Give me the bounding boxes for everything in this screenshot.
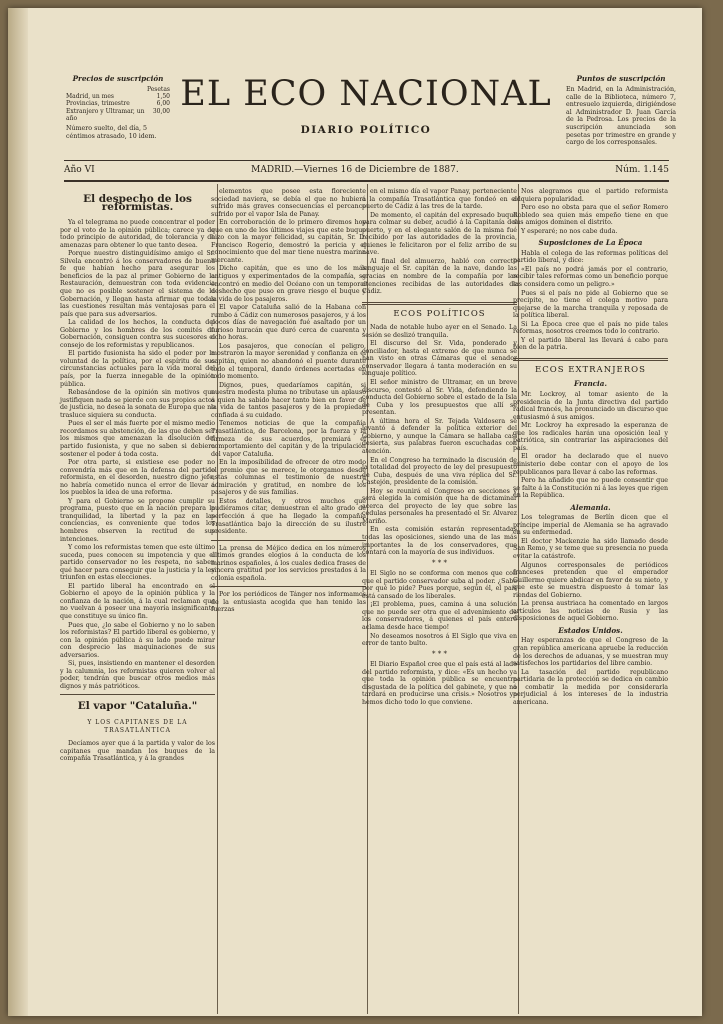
paragraph: El Diario Español cree que el país está al lado del partido reformista, y dice: «Es un hecho ya que toda la opinión pública se encuentra disgustada de la política del gabinete, y que no tardará en producirse una crisis.» Nosotros ya hemos dicho todo lo que conviene. [362,661,517,706]
separator-stars: * * * [432,558,447,567]
paragraph: Y el partido liberal las llevará á cabo para bien de la patria. [513,336,668,352]
year-label: Año VI [64,165,95,175]
paragraph: Y para el Gobierno se propone cumplir su programa, puesto que en la nación prepara la tranquilidad, la libertad y la paz en las conciencias, es conveniente que todos los hombres observen la rectitud de sus intenciones. [60,497,215,543]
paragraph: Habla el colega de las reformas políticas del partido liberal, y dice: [513,249,668,265]
divider [513,358,668,361]
paragraph: La calidad de los hechos, la conducta del Gobierno y los hombres de los comités de Gobernación, consiguen contra sus sucesores el consejo de los reformistas y republicanos. [60,319,215,349]
paragraph: Hoy se reunirá el Congreso en secciones y será elegida la comisión que ha de dictaminar acerca del proyecto de ley que sobre las cédulas personales ha presentado el Sr. Alvarez Mariño. [362,487,517,525]
paragraph: Los telegramas de Berlín dicen que el príncipe imperial de Alemania se ha agravado en su enfermedad. [513,514,668,537]
column-1 [60,188,215,764]
paragraph: El vapor Cataluña salió de la Habana con rumbo á Cádiz con numerosos pasajeros, y á los pocos días de navegación fué asaltado por un furioso huracán que duró cerca de cuarenta y ocho horas. [211,304,366,342]
divider [211,586,366,587]
top-rule [64,160,669,161]
paragraph: Si La Época cree que el país no pide tales reformas, nosotros creemos todo lo contrario. [513,320,668,336]
paragraph: Los pasajeros, que conocían el peligro, mostraron la mayor serenidad y confianza en el capitán, quien no abandonó el puente durante todo el temporal, dando órdenes acertadas en todo momento. [211,342,366,381]
issue-number: Núm. 1.145 [615,165,669,175]
paragraph: Si, pues, insistiendo en mantener el desorden y la calumnia, los reformistas quieren volver al poder, tendrán que buscar otros medios más dignos y más patrióticos. [60,660,215,690]
paragraph: En la imposibilidad de ofrecer de otro modo el premio que se merece, le otorgamos desde estas columnas el testimonio de nuestra admiración y gratitud, en nombre de los pasajeros y de sus familias. [211,459,366,497]
divider [60,694,215,695]
prices-col-label: Pesetas [146,86,170,93]
masthead [176,74,556,136]
subs-title: Puntos de suscripción [576,74,666,83]
newspaper-subtitle: DIARIO POLÍTICO [300,124,432,136]
country-heading: Francia. [574,379,607,389]
paragraph: Dignos, pues, quedaríamos capitán, si nuestra modesta pluma no tributase un aplauso á quien ha sabido hacer tanto bien en favor de la vida de tantos pasajeros y de la propiedad confiada á su cuidado. [211,381,366,419]
paragraph: En el Congreso ha terminado la discusión de la totalidad del proyecto de ley del presupuesto de Cuba, después de una viva réplica del Sr. Castejón, presidente de la comisión. [362,456,517,487]
paragraph: No deseamos nosotros á El Siglo que viva en error de tanto bulto. [362,632,517,648]
paragraph: En esta comisión estarán representadas todas las oposiciones, siendo una de las más importantes la de los conservadores, que contará con la mayoría de sus individuos. [362,526,517,557]
paragraph: El partido fusionista ha sido el poder por la voluntad de la política, por el espíritu de sus circunstancias actuales para la vida moral del país, por la fuerza innegable de la opinión pública. [60,350,215,388]
paragraph: El Siglo no se conforma con menos que con que el partido conservador suba al poder. ¿Sabe por qué lo pide? Pues porque, según él, el país está cansado de los liberales. [362,570,517,600]
price-row: Madrid, un mes 1,50 [66,93,170,101]
paragraph: Pero eso no obsta para que el señor Romero Robledo sea quien más empeño tiene en que sus amigos dominen el distrito. [513,204,668,227]
paragraph: Hay esperanzas de que el Congreso de la gran república americana apruebe la reducción de los derechos de aduanas, y se muestran muy satisfechos los partidarios del libre cambio. [513,637,668,668]
separator-stars: * * * [432,649,447,658]
paragraph: en el mismo día el vapor Panay, perteneciente á la compañía Trasatlántica que fondeó en el puerto de Cádiz á las tres de la tarde. [362,188,517,211]
italic-subheading: Suposiciones de La Época [538,238,643,248]
paragraph: Mr. Lockroy, al tomar asiento de la presidencia de la Junta directiva del partido radical francés, ha pronunciado un discurso que entusiasmó á sus amigos. [513,391,668,421]
paragraph: La prensa de Méjico dedica en los números últimos grandes elogios á la conducta de los marinos españoles, á los cuales dedica frases de sincera gratitud por los servicios prestados á la colonia española. [211,544,366,582]
dateline [64,162,669,178]
newspaper-title: EL ECO NACIONAL [180,74,552,114]
paragraph: Pero ha añadido que no puede consentir que se falte á la Constitución ni á las leyes que rigen en la República. [513,477,668,500]
article-heading: El despecho de los reformistas. [83,193,192,213]
section-heading: ECOS EXTRANJEROS [535,364,646,375]
country-heading: Alemania. [570,502,611,512]
paragraph: Tenemos noticias de que la compañía Trasatlántica, de Barcelona, por la fuerza y la firmeza de sus acuerdos, premiará el comportamiento del capitán y de la tripulación del vapor Cataluña. [211,420,366,458]
subscription-points [566,74,676,147]
paragraph: Mr. Lockroy ha expresado la esperanza de que los radicales harán una oposición leal y patriótica, sin contrariar las aspiraciones del país. [513,422,668,452]
paragraph: Decíamos ayer que á la partida y valor de los capitanes que mandan los buques de la compañía Trasatlántica, y á la grandes [60,740,215,763]
newspaper-page [8,8,702,1016]
subscription-prices [66,74,170,140]
page-spine [8,8,28,1016]
paragraph: Estos detalles, y otros muchos que pudiéramos citar, demuestran el alto grado de perfección á que ha llegado la compañía Trasatlántica bajo la dirección de su ilustre presidente. [211,497,366,536]
date-label: MADRID.—Viernes 16 de Diciembre de 1887. [251,165,459,175]
paragraph: Al final del almuerzo, habló con correcto lenguaje el Sr. capitán de la nave, dando las gracias en nombre de la compañía por las atenciones recibidas de las autoridades de Cádiz. [362,257,517,296]
bottom-rule [64,180,669,182]
country-heading: Estados Unidos. [558,625,623,635]
price-row: Extranjero y Ultramar, un año 30,00 [66,107,170,122]
paragraph: Porque nuestro distinguidísimo amigo el Sr. Silvela encontró á los conservadores de buena fe que habían hecho para asegurar los beneficios de la paz al primer Gobierno de la Restauración, demuestran con toda evidencia que no es posible sostener el sistema de la Gobernación, y llegan hasta afirmar que todas las cuestiones resultan más ventajosas para el país que para sus adversarios. [60,250,215,318]
paragraph: Ya el telegrama no puede concentrar el poder por el voto de la opinión pública; carece ya de todo principio de autoridad, de tolerancia y de amenazas para obtener lo que tanto desea. [60,219,215,249]
paragraph: Dicho capitán, que es uno de los más antiguos y experimentados de la compañía, se encontró en medio del Océano con un temporal deshecho que puso en grave riesgo el buque y la vida de los pasajeros. [211,265,366,303]
paragraph: Pues el ser el más fuerte por el mismo medio recordamos su abstención, de las que deben ser los mismos que amenazan la disolución del partido fusionista, y que no saben si debiera sostener el poder á toda costa. [60,420,215,458]
paragraph: Por los periódicos de Tánger nos informamos de la entusiasta acogida que han tenido las fuerzas [211,591,366,614]
paragraph: A última hora el Sr. Tejada Valdosera se levantó á defender la política exterior del Gobierno, y aunque la Cámara se hallaba casi desierta, sus palabras fueron escuchadas con atención. [362,417,517,455]
paragraph: Pues si el país no pide al Gobierno que se precipite, no tiene el colega motivo para quejarse de la marcha tranquila y reposada de la política liberal. [513,289,668,320]
paragraph: El señor ministro de Ultramar, en un breve discurso, contestó al Sr. Vida, defendiendo la conducta del Gobierno sobre el estado de la Isla de Cuba y los presupuestos que allí se presentan. [362,379,517,417]
paragraph: El doctor Mackenzie ha sido llamado desde San Remo, y se teme que su presencia no pueda evitar la catástrofe. [513,537,668,560]
paragraph: Rebasándose de la opinión sin motivos que justifiquen nada se pierde con sus propios actos de justicia, no desea la sonata de Europa que no trasluce siquiera su conducta. [60,389,215,419]
paragraph: Nada de notable hubo ayer en el Senado. La sesión se deslizó tranquila. [362,324,517,339]
column-3 [362,188,517,707]
divider [211,540,366,541]
column-2 [211,188,366,615]
paragraph: Pues que, ¿lo sabe el Gobierno y no lo saben los reformistas? El partido liberal es gobierno, y con la opinión pública á su lado puede mirar con desprecio las maquinaciones de sus adversarios. [60,621,215,659]
column-4 [513,188,668,707]
price-row: Provincias, trimestre 6,00 [66,100,170,108]
paragraph: El orador ha declarado que el nuevo ministerio debe contar con el apoyo de los republicanos para llevar á cabo las reformas. [513,453,668,476]
prices-title: Precios de suscripción [72,74,164,83]
prices-note: Número suelto, del día, 5 céntimos atrasado, 10 idem. [66,125,157,140]
divider [362,302,517,305]
paragraph: Algunos corresponsales de periódicos franceses pretenden que el emperador Guillermo quiere abdicar en favor de su nieto, y que este se muestra dispuesto á tomar las riendas del Gobierno. [513,561,668,599]
paragraph: Nos alegramos que el partido reformista adquiera popularidad. [513,188,668,203]
paragraph: El partido liberal ha encontrado en el Gobierno el apoyo de la opinión pública y la confianza de la nación, á la cual reclaman que no vuelvan á poseer una mayoría insignificante que constituye su único fin. [60,582,215,620]
paragraph: Y como los reformistas temen que este último suceda, pues conocen su impotencia y que el partido conservador no les respeta, no saben qué hacer para conseguir que la justicia y la ley triunfen en estas elecciones. [60,544,215,582]
paragraph: La prensa austriaca ha comentado en largos artículos las noticias de Rusia y las disposiciones de aquel Gobierno. [513,600,668,623]
paragraph: La tasación del partido republicano partidaria de la protección se dedica en cambio á combatir la medida por considerarla perjudicial á los intereses de la industria americana. [513,668,668,706]
section-heading: ECOS POLÍTICOS [393,308,486,319]
article-heading: El vapor "Cataluña." [77,700,198,713]
article-subheading: Y LOS CAPITANES DE LA TRASATLÁNTICA [87,719,188,734]
subs-text: En Madrid, en la Administración, calle de la Biblioteca, número 7, entresuelo izquierda, dirigiéndose al Administrador D. Juan García de la Pedrosa. Los precios de la suscripción anunciada son pesetas por trimestre en grande y cargo de los corresponsales. [566,86,676,147]
paragraph: En corroboración de lo primero diremos hoy que en uno de los últimos viajes que este buque hizo con la mayor felicidad, su capitán, Sr. D. Francisco Rogerio, demostró la pericia y el conocimiento que del mar tiene nuestra marina mercante. [211,219,366,264]
paragraph: El discurso del Sr. Vida, ponderado y conciliador, hasta el extremo de que nunca se han visto en otras Cámaras que el senador conservador llegara á tanta moderación en su lenguaje político. [362,340,517,378]
paragraph: Por otra parte, si existiese ese poder no convendría más que en la defensa del partido reformista, en el desorden, nuestro digno jefe, no habría cometido nunca el error de llevar á los pueblos la idea de una reforma. [60,459,215,497]
paragraph: Y esperaré; no nos cabe duda. [521,227,618,235]
paragraph: ¡El problema, pues, camina á una solución que no puede ser otra que el advenimiento de los conservadores, á quienes el país entero aclama desde hace tiempo! [362,601,517,631]
paragraph: «El país no podrá jamás por el contrario, recibir tales reformas como un beneficio porque las considera como un peligro.» [513,265,668,289]
paragraph: elementos que posee esta floreciente sociedad naviera, se debía el que no hubiera sufrido más graves consecuencias el percance sufrido por el vapor Isla de Panay. [211,188,366,218]
paragraph: De momento, el capitán del expresado buque para colmar su deber, acudió á la Capitanía del puerto, y en el elegante salón de la misma fué recibido por las autoridades de la provincia, quienes le felicitaron por el feliz arribo de su nave. [362,211,517,257]
